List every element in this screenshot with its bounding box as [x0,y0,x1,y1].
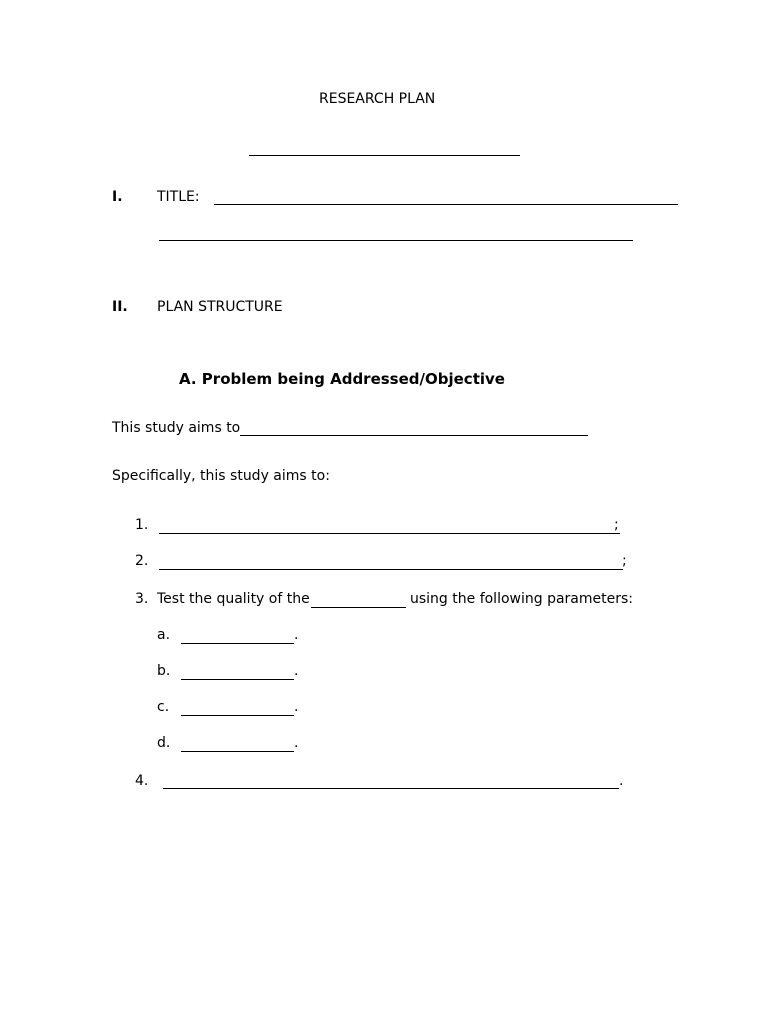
parameter-c-end: . [294,699,299,715]
parameter-d-blank-line [181,751,294,752]
section-1-label: TITLE: [157,189,200,205]
objective-4-blank-line [163,788,619,789]
aims-blank-line [240,435,588,436]
parameter-d-end: . [294,735,299,751]
parameter-d-letter: d. [157,735,171,751]
parameter-b-end: . [294,663,299,679]
objective-3-number: 3. [135,591,149,607]
section-2-numeral: II. [112,299,128,315]
objective-3-text-after: using the following parameters: [410,591,634,607]
objective-4-number: 4. [135,773,149,789]
parameter-a-letter: a. [157,627,171,643]
parameter-c-letter: c. [157,699,170,715]
title-blank-line-1 [214,204,678,205]
parameter-a-end: . [294,627,299,643]
aims-intro-text: This study aims to [112,420,241,436]
objective-3-text-before: Test the quality of the [157,591,310,607]
objective-3-blank-line [311,607,406,608]
subtitle-blank-line [249,155,520,156]
parameter-b-blank-line [181,679,294,680]
document-title: RESEARCH PLAN [319,91,436,107]
parameter-b-letter: b. [157,663,171,679]
parameter-c-blank-line [181,715,294,716]
objective-2-number: 2. [135,553,149,569]
title-blank-line-2 [159,240,633,241]
subsection-a-heading: A. Problem being Addressed/Objective [179,370,505,388]
objective-4-end: . [619,773,624,789]
section-2-label: PLAN STRUCTURE [157,299,283,315]
objective-1-end: ; [614,517,619,533]
parameter-a-blank-line [181,643,294,644]
specific-intro-text: Specifically, this study aims to: [112,468,330,484]
objective-2-end: ; [622,553,627,569]
section-1-numeral: I. [112,189,123,205]
objective-2-blank-line [159,569,623,570]
objective-1-blank-line [159,533,620,534]
objective-1-number: 1. [135,517,149,533]
